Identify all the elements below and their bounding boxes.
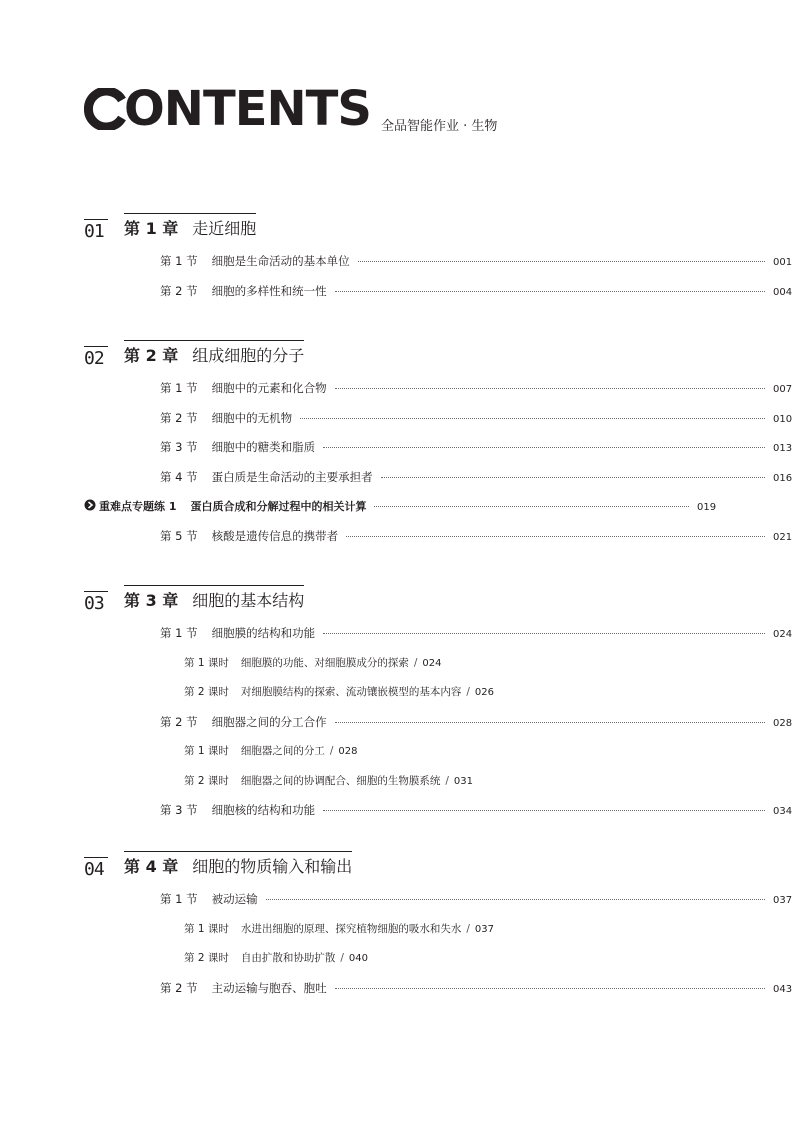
section-entry[interactable]	[84, 714, 791, 730]
entry-title: 细胞膜的功能、对细胞膜成分的探索	[240, 656, 409, 669]
page-number: 001	[773, 257, 793, 268]
chapter-title: 细胞的物质输入和输出	[192, 857, 353, 876]
entry-title: 蛋白质合成和分解过程中的相关计算	[190, 500, 367, 513]
lesson-entry[interactable]	[84, 655, 799, 671]
chapter-title: 细胞的基本结构	[192, 591, 305, 610]
contents-wordmark: ONTENTS	[124, 81, 371, 137]
page-number: 034	[773, 806, 793, 817]
logo-badge-text: 目录	[96, 97, 118, 116]
section-entry[interactable]	[84, 439, 791, 455]
lesson-entry[interactable]	[84, 743, 799, 759]
entry-label: 重难点专题练 1	[99, 500, 177, 513]
page-number: 013	[773, 443, 793, 454]
page-number: 007	[773, 384, 793, 395]
chapter-label: 第 4 章	[124, 857, 179, 876]
section-entry[interactable]	[84, 283, 791, 299]
dot-leader	[335, 988, 765, 989]
entry-title: 细胞中的糖类和脂质	[211, 440, 316, 454]
page-number: 004	[773, 286, 793, 298]
page-number: 031	[453, 775, 473, 787]
section-entry[interactable]	[84, 625, 791, 641]
entry-label: 第 2 课时	[184, 952, 229, 964]
entry-title: 细胞核的结构和功能	[211, 803, 316, 817]
book-subtitle: 全品智能作业 · 生物	[381, 119, 498, 134]
section-entry[interactable]	[84, 802, 791, 818]
entry-title: 对细胞膜结构的探索、流动镶嵌模型的基本内容	[240, 686, 462, 698]
dot-leader	[381, 477, 765, 478]
page-number: 037	[474, 923, 494, 935]
entry-title: 细胞中的元素和化合物	[211, 381, 327, 395]
entry-label: 第 2 节	[160, 714, 198, 729]
section-entry[interactable]	[84, 253, 791, 269]
chapter-heading[interactable]	[124, 213, 256, 239]
chapter-title: 走近细胞	[192, 219, 257, 238]
chapter-number: 03	[84, 591, 108, 615]
dot-leader	[374, 506, 689, 507]
chapter-label: 第 1 章	[124, 219, 179, 238]
entry-label: 第 2 节	[160, 283, 198, 298]
lesson-entry[interactable]	[84, 684, 799, 700]
entry-title: 细胞中的无机物	[211, 410, 293, 425]
lesson-entry[interactable]	[84, 921, 799, 937]
dot-leader	[335, 722, 765, 723]
page-number: 024	[422, 657, 442, 669]
chapter-heading[interactable]	[124, 585, 304, 611]
entry-label: 第 1 节	[160, 892, 198, 906]
entry-title: 细胞器之间的分工合作	[211, 714, 327, 729]
page-number: 021	[773, 531, 793, 543]
entry-title: 细胞膜的结构和功能	[211, 626, 316, 640]
chapter-label: 第 3 章	[124, 591, 179, 610]
section-entry[interactable]	[84, 469, 791, 485]
dot-leader	[346, 536, 765, 537]
entry-title: 被动运输	[211, 892, 258, 906]
section-entry[interactable]	[84, 980, 791, 996]
entry-separator: /	[413, 656, 418, 669]
entry-title: 细胞器之间的分工	[240, 745, 325, 757]
entry-title: 自由扩散和协助扩散	[240, 952, 336, 964]
entry-label: 第 4 节	[160, 469, 198, 484]
section-entry[interactable]	[84, 528, 791, 544]
dot-leader	[323, 633, 765, 634]
dot-leader	[335, 388, 765, 389]
page-number: 037	[773, 895, 793, 906]
entry-label: 第 5 节	[160, 528, 198, 543]
section-entry[interactable]	[84, 380, 791, 396]
page-number: 040	[348, 953, 368, 964]
entry-title: 细胞器之间的协调配合、细胞的生物膜系统	[240, 774, 441, 787]
entry-separator: /	[445, 774, 449, 787]
page-number: 026	[474, 687, 494, 698]
page-number: 019	[697, 502, 717, 513]
dot-leader	[266, 899, 765, 900]
page-number: 024	[773, 629, 793, 640]
contents-logo-icon	[84, 88, 126, 130]
chapter-number: 01	[84, 219, 108, 243]
entry-separator: /	[340, 952, 344, 964]
chapter-number: 02	[84, 346, 108, 370]
entry-title: 细胞是生命活动的基本单位	[211, 254, 350, 268]
page-number: 010	[773, 413, 793, 425]
entry-separator: /	[329, 745, 334, 757]
entry-label: 第 3 节	[160, 440, 198, 454]
chapter-title: 组成细胞的分子	[192, 346, 305, 365]
contents-header	[84, 81, 784, 138]
entry-label: 第 1 节	[160, 254, 198, 268]
dot-leader	[323, 447, 765, 448]
entry-title: 主动运输与胞吞、胞吐	[211, 980, 327, 995]
page-number: 028	[773, 717, 793, 729]
entry-label: 第 2 课时	[184, 686, 229, 698]
dot-leader	[358, 261, 765, 262]
dot-leader	[323, 810, 765, 811]
entry-title: 水进出细胞的原理、探究植物细胞的吸水和失水	[240, 922, 462, 935]
entry-title: 核酸是遗传信息的携带者	[211, 528, 339, 543]
entry-separator: /	[466, 922, 470, 935]
entry-separator: /	[466, 686, 470, 698]
dot-leader	[335, 291, 765, 292]
special-topic-entry[interactable]	[84, 498, 715, 514]
page-number: 043	[773, 983, 793, 995]
chapter-heading[interactable]	[124, 851, 352, 877]
lesson-entry[interactable]	[84, 950, 799, 966]
entry-title: 蛋白质是生命活动的主要承担者	[211, 469, 373, 484]
entry-label: 第 2 课时	[184, 774, 229, 787]
page-number: 028	[338, 746, 358, 757]
chapter-number: 04	[84, 857, 108, 881]
entry-label: 第 1 课时	[184, 922, 229, 935]
entry-label: 第 1 课时	[184, 745, 229, 757]
entry-label: 第 3 节	[160, 803, 198, 817]
entry-label: 第 2 节	[160, 410, 198, 425]
chapter-label: 第 2 章	[124, 346, 179, 365]
arrow-circle-icon	[84, 499, 96, 511]
entry-label: 第 1 节	[160, 381, 198, 395]
section-entry[interactable]	[84, 891, 791, 907]
page-number: 016	[773, 472, 793, 484]
entry-label: 第 1 课时	[184, 656, 229, 669]
chapter-heading[interactable]	[124, 340, 304, 366]
dot-leader	[300, 418, 765, 419]
entry-label: 第 2 节	[160, 980, 198, 995]
lesson-entry[interactable]	[84, 773, 799, 789]
entry-label: 第 1 节	[160, 626, 198, 640]
entry-title: 细胞的多样性和统一性	[211, 283, 327, 298]
section-entry[interactable]	[84, 410, 791, 426]
